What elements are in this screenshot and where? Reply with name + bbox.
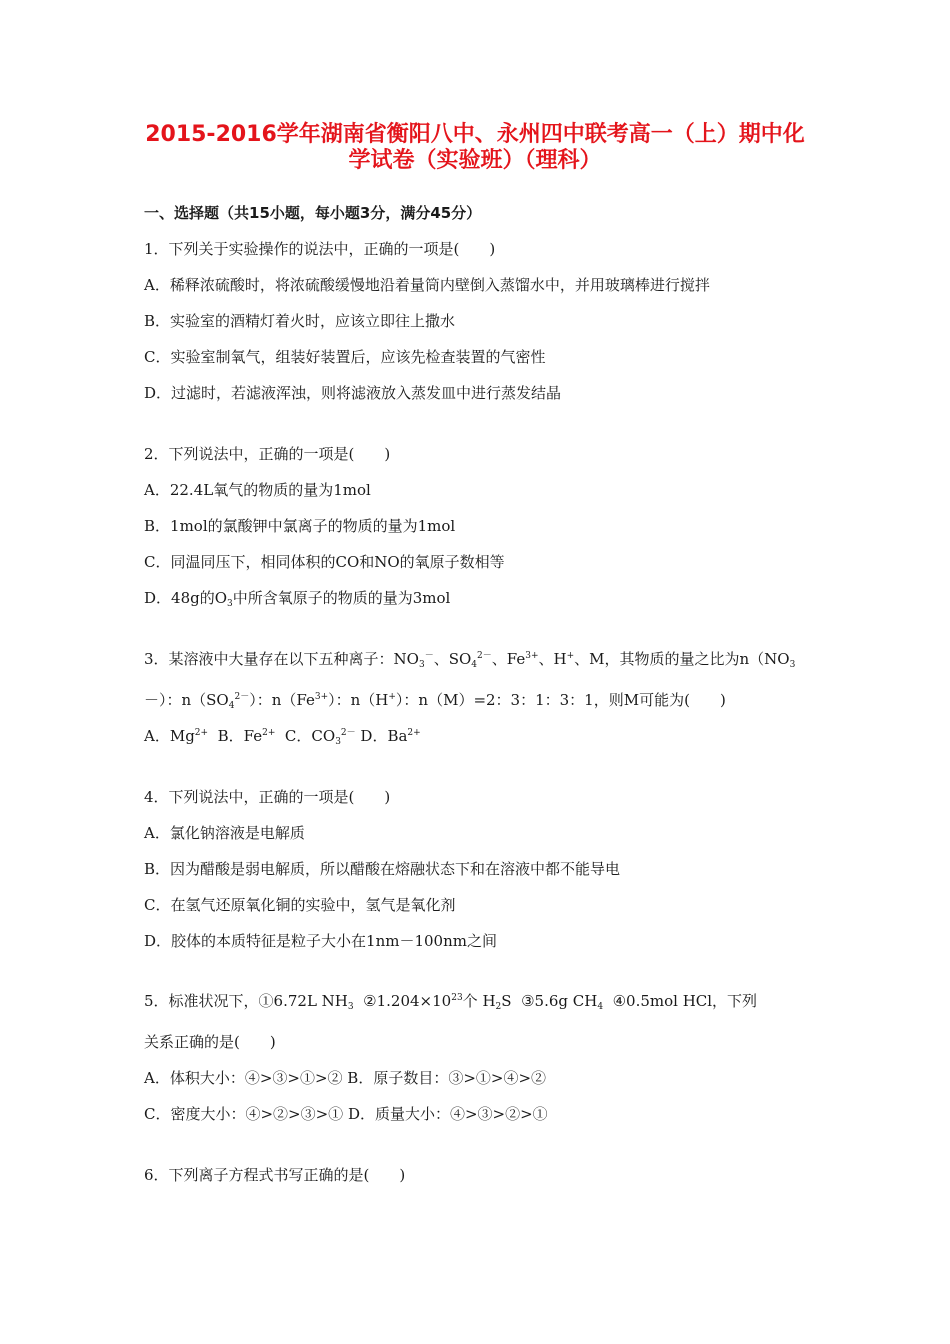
question-2-option-b: B．1mol的氯酸钾中氯离子的物质的量为1mol [144,517,456,535]
superscript: － [424,651,434,661]
question-6-stem: 6．下列离子方程式书写正确的是( ) [144,1166,406,1184]
exam-title-line1: 2015-2016学年湖南省衡阳八中、永州四中联考高一（上）期中化 [145,122,805,147]
exam-title-line2: 学试卷（实验班）（理科） [348,148,602,173]
q3-option-b: B．Fe [208,727,263,745]
superscript: 23 [451,993,463,1003]
q3-option-a: A．Mg [144,727,195,745]
question-1-option-d: D．过滤时，若滤液浑浊，则将滤液放入蒸发皿中进行蒸发结晶 [144,384,562,402]
question-2-option-d-text2: 中所含氧原子的物质的量为3mol [232,589,451,607]
q3-text: －）：n（SO [144,691,229,709]
superscript: 2－ [340,728,356,738]
q3-text: ）：n（H [328,691,389,709]
q3-text: 、M，其物质的量之比为n（NO [574,650,790,668]
question-3-stem-line2 [144,689,726,710]
subscript: 3 [347,1002,354,1012]
question-4-option-c: C．在氢气还原氧化铜的实验中，氢气是氧化剂 [144,896,456,914]
superscript: 2+ [407,728,421,738]
q3-option-d: D．Ba [355,727,408,745]
superscript: + [388,692,396,702]
question-2-option-c: C．同温同压下，相同体积的CO和NO的氧原子数相等 [144,553,505,571]
question-3-options [144,725,421,746]
superscript: 2－ [234,692,250,702]
q3-option-c: C．CO [275,727,336,745]
subscript: 3 [227,599,233,609]
question-1-option-a: A．稀释浓硫酸时，将浓硫酸缓慢地沿着量筒内壁倒入蒸馏水中，并用玻璃棒进行搅拌 [144,276,710,294]
question-5-options-cd: C．密度大小：④>②>③>① D．质量大小：④>③>②>① [144,1105,548,1123]
question-1-option-b: B．实验室的酒精灯着火时，应该立即往上撒水 [144,312,456,330]
q5-text: 个 H [462,992,496,1010]
subscript: 2 [495,1002,502,1012]
question-4-option-d: D．胶体的本质特征是粒子大小在1nm－100nm之间 [144,932,497,950]
section-heading: 一、选择题（共15小题，每小题3分，满分45分） [144,204,482,222]
superscript: 2+ [262,728,276,738]
q5-text: 5．标准状况下，①6.72L NH [144,992,348,1010]
question-5-stem-line1 [144,990,757,1011]
q3-text: ）：n（Fe [249,691,315,709]
superscript: 2+ [194,728,209,738]
question-5-stem-line2: 关系正确的是( ) [144,1033,276,1051]
q5-text: ②1.204×10 [353,992,452,1010]
question-1-option-c: C．实验室制氧气，组装好装置后，应该先检查装置的气密性 [144,348,546,366]
question-4-option-a: A．氯化钠溶液是电解质 [144,824,305,842]
subscript: 4 [597,1002,604,1012]
q3-text: 、H [538,650,567,668]
question-1-stem: 1．下列关于实验操作的说法中，正确的一项是( ) [144,240,496,258]
subscript: 3 [335,737,341,747]
question-2-stem: 2．下列说法中，正确的一项是( ) [144,445,391,463]
question-4-stem: 4．下列说法中，正确的一项是( ) [144,788,391,806]
superscript: 2－ [477,651,492,661]
q3-text: 、SO [433,650,472,668]
question-2-option-a: A．22.4L氧气的物质的量为1mol [144,481,371,499]
question-5-options-ab: A．体积大小：④>③>①>② B．原子数目：③>①>④>② [144,1069,547,1087]
q3-text: 、Fe [491,650,526,668]
subscript: 4 [228,701,235,711]
superscript: + [566,651,575,661]
question-2-option-d-text1: D．48g的O [144,589,228,607]
question-4-option-b: B．因为醋酸是弱电解质，所以醋酸在熔融状态下和在溶液中都不能导电 [144,860,621,878]
superscript: 3+ [525,651,539,661]
q3-text: ）：n（M）=2：3：1：3：1，则M可能为( ) [395,691,726,709]
subscript: 4 [471,660,478,670]
question-2-option-d [144,587,450,608]
question-3-stem-line1 [144,648,795,669]
subscript: 3 [418,660,425,670]
superscript: 3+ [314,692,329,702]
q5-text: ④0.5mol HCl，下列 [603,992,758,1010]
subscript: 3 [789,660,796,670]
q5-text: S ③5.6g CH [501,992,598,1010]
q3-text: 3．某溶液中大量存在以下五种离子：NO [144,650,419,668]
